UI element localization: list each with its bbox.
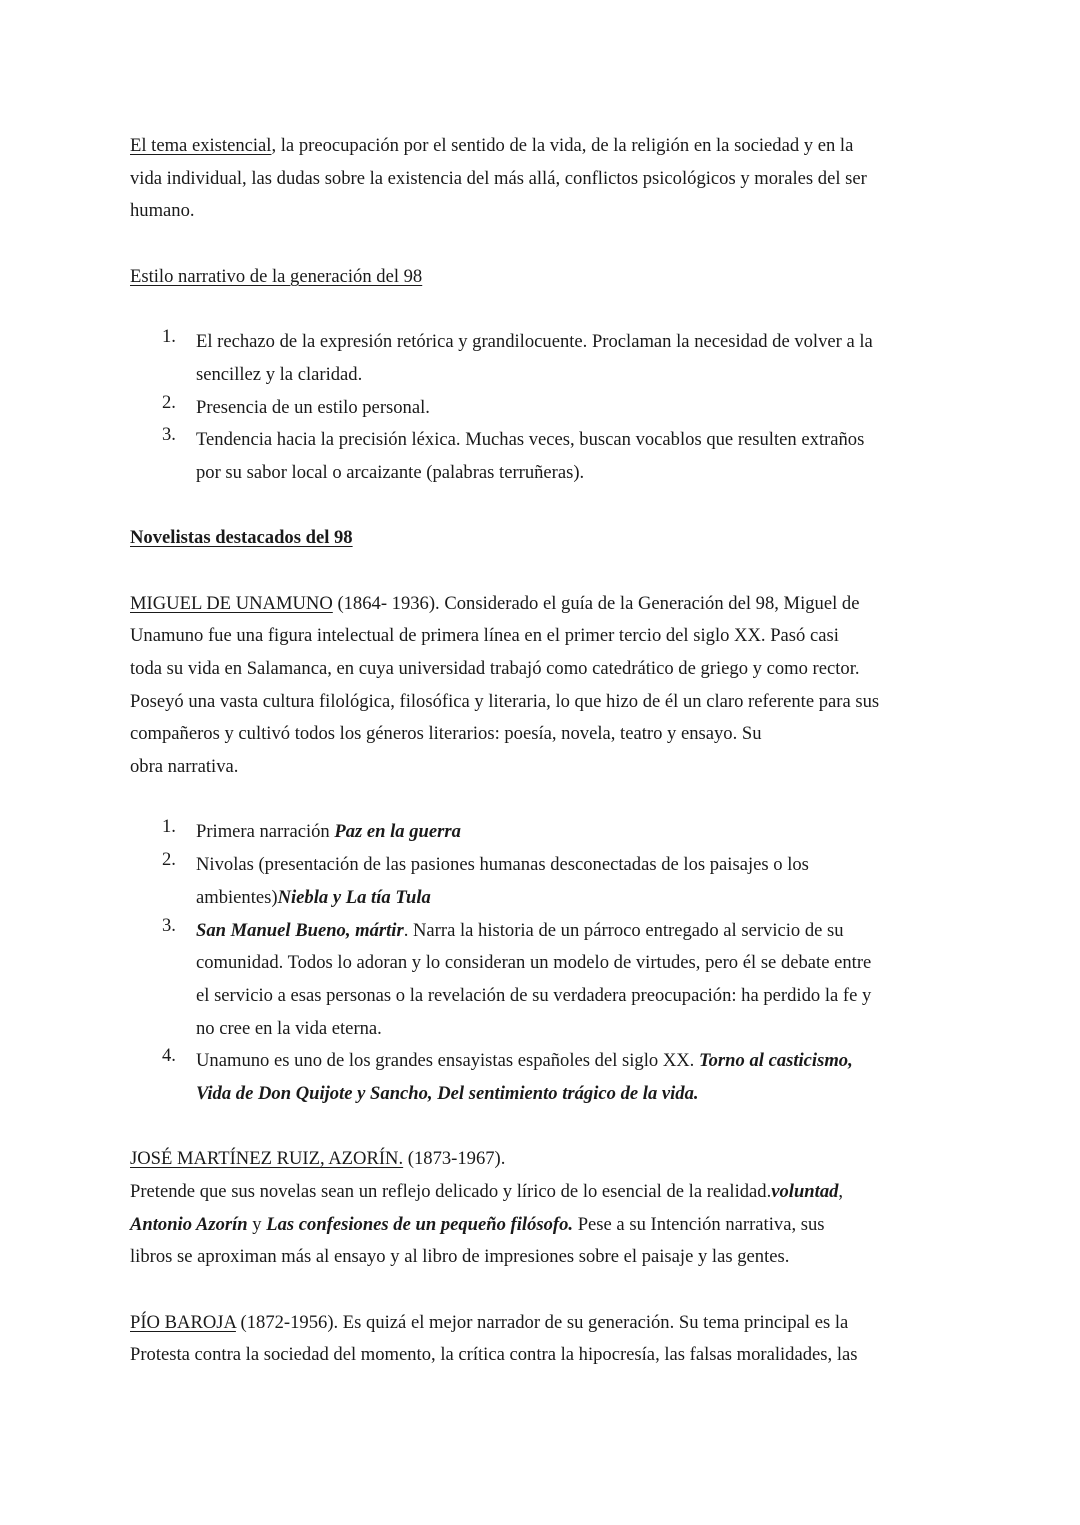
- text-line: [130, 522, 970, 555]
- text-line: [196, 392, 970, 425]
- text-segment: ambientes): [196, 886, 278, 908]
- blank-line: [130, 293, 970, 326]
- text-segment: por su sabor local o arcaizante (palabras terruñeras).: [196, 461, 585, 483]
- text-line: [196, 457, 970, 490]
- list-number: 3.: [162, 424, 176, 446]
- underlined-heading: Novelistas destacados del 98: [130, 527, 353, 549]
- text-segment: . Narra la historia de un párroco entregado al servicio de su: [403, 919, 844, 941]
- book-title: Torno al casticismo,: [698, 1050, 853, 1072]
- list-item: [130, 1045, 970, 1110]
- list-number: 2.: [162, 849, 176, 871]
- book-title: Antonio Azorín: [130, 1213, 248, 1235]
- unamuno-paragraph: [130, 588, 970, 784]
- text-segment: sencillez y la claridad.: [196, 363, 363, 385]
- blank-line: [130, 490, 970, 523]
- book-title: Paz en la guerra: [334, 821, 461, 843]
- text-line: [196, 882, 970, 915]
- list-number: 1.: [162, 816, 176, 838]
- list-number: 2.: [162, 391, 176, 413]
- text-line: [130, 1143, 970, 1176]
- text-segment: no cree en la vida eterna.: [196, 1017, 382, 1039]
- baroja-paragraph: [130, 1307, 970, 1372]
- text-line: [196, 1013, 970, 1046]
- list-item: [130, 816, 970, 849]
- underlined-heading: Estilo narrativo de la generación del 98: [130, 265, 423, 287]
- text-line: [196, 424, 970, 457]
- text-segment: comunidad. Todos lo adoran y lo consideran un modelo de virtudes, pero él se debate entre: [196, 952, 872, 974]
- text-line: [130, 588, 970, 621]
- unamuno-list: [130, 816, 970, 1110]
- list-item: [130, 392, 970, 425]
- book-title: Vida de Don Quijote y Sancho, Del sentimiento trágico de la vida.: [196, 1082, 699, 1104]
- text-segment: libros se aproximan más al ensayo y al libro de impresiones sobre el paisaje y las gentes.: [130, 1246, 790, 1268]
- estilo-narrativo-heading: [130, 261, 970, 294]
- text-line: [130, 653, 970, 686]
- book-title: Niebla y La tía Tula: [277, 886, 431, 908]
- text-line: [130, 751, 970, 784]
- text-segment: el servicio a esas personas o la revelación de su verdadera preocupación: ha perdido la fe y: [196, 984, 872, 1006]
- book-title: San Manuel Bueno, mártir: [196, 919, 404, 941]
- text-segment: (1873-1967).: [403, 1148, 506, 1170]
- azorin-paragraph: [130, 1143, 970, 1274]
- underlined-heading: JOSÉ MARTÍNEZ RUIZ, AZORÍN.: [130, 1148, 404, 1170]
- text-line: [130, 718, 970, 751]
- text-line: [130, 261, 970, 294]
- text-line: [130, 1307, 970, 1340]
- text-segment: ,: [838, 1181, 844, 1202]
- text-line: [130, 1176, 970, 1209]
- text-segment: Nivolas (presentación de las pasiones humanas desconectadas de los paisajes o los: [196, 854, 809, 876]
- underlined-heading: MIGUEL DE UNAMUNO: [130, 592, 333, 614]
- text-segment: Poseyó una vasta cultura filológica, filosófica y literaria, lo que hizo de él un claro referente para sus: [130, 690, 880, 712]
- list-number: 3.: [162, 914, 176, 936]
- text-segment: El rechazo de la expresión retórica y grandilocuente. Proclaman la necesidad de volver a la: [196, 331, 873, 353]
- text-line: [130, 686, 970, 719]
- text-segment: Primera narración: [196, 821, 335, 843]
- text-line: [130, 620, 970, 653]
- text-line: [130, 1339, 970, 1372]
- text-line: [196, 359, 970, 392]
- list-item: [130, 915, 970, 1046]
- text-segment: (1872-1956). Es quizá el mejor narrador de su generación. Su tema principal es la: [235, 1311, 849, 1333]
- text-segment: Tendencia hacia la precisión léxica. Muchas veces, buscan vocablos que resulten extraños: [196, 429, 865, 451]
- text-segment: (1864- 1936). Considerado el guía de la Generación del 98, Miguel de: [332, 592, 860, 614]
- underlined-heading: El tema existencial: [130, 135, 272, 156]
- novelistas-heading: [130, 522, 970, 555]
- text-line: [196, 816, 970, 849]
- text-line: [196, 980, 970, 1013]
- estilo-list: [130, 326, 970, 489]
- text-line: [196, 326, 970, 359]
- list-item: [130, 424, 970, 489]
- book-title: voluntad: [771, 1181, 839, 1202]
- text-segment: compañeros y cultivó todos los géneros literarios: poesía, novela, teatro y ensayo. Su: [130, 723, 762, 745]
- text-segment: obra narrativa.: [130, 756, 239, 778]
- text-line: [196, 915, 970, 948]
- list-item: [130, 849, 970, 914]
- text-segment: Unamuno fue una figura intelectual de primera línea en el primer tercio del siglo XX. Pasó casi: [130, 625, 839, 647]
- text-segment: y: [247, 1213, 267, 1235]
- text-segment: toda su vida en Salamanca, en cuya universidad trabajó como catedrático de griego y como rector.: [130, 658, 860, 679]
- tema-existencial-paragraph: [130, 130, 970, 228]
- text-segment: vida individual, las dudas sobre la existencia del más allá, conflictos psicológicos y morales del ser: [130, 167, 867, 189]
- text-line: [130, 1209, 970, 1242]
- text-line: [196, 1045, 970, 1078]
- text-segment: Unamuno es uno de los grandes ensayistas españoles del siglo XX.: [196, 1050, 699, 1072]
- list-number: 4.: [162, 1045, 176, 1067]
- underlined-heading: PÍO BAROJA: [130, 1311, 236, 1333]
- list-item: [130, 326, 970, 391]
- blank-line: [130, 1111, 970, 1144]
- text-line: [130, 1241, 970, 1274]
- text-segment: Pese a su Intención narrativa, sus: [573, 1213, 825, 1235]
- text-line: [196, 849, 970, 882]
- document-body: [130, 130, 970, 1372]
- book-title: Las confesiones de un pequeño filósofo.: [266, 1213, 574, 1235]
- text-segment: , la preocupación por el sentido de la vida, de la religión en la sociedad y en la: [271, 135, 854, 156]
- blank-line: [130, 555, 970, 588]
- blank-line: [130, 228, 970, 261]
- text-line: [130, 163, 970, 196]
- text-line: [196, 1078, 970, 1111]
- blank-line: [130, 1274, 970, 1307]
- text-line: [196, 947, 970, 980]
- list-number: 1.: [162, 326, 176, 348]
- text-segment: Presencia de un estilo personal.: [196, 396, 430, 418]
- text-line: [130, 130, 970, 163]
- text-line: [130, 195, 970, 228]
- blank-line: [130, 784, 970, 817]
- text-segment: Protesta contra la sociedad del momento, la crítica contra la hipocresía, las falsas moralidades, las: [130, 1344, 858, 1366]
- text-segment: humano.: [130, 200, 195, 222]
- text-segment: Pretende que sus novelas sean un reflejo delicado y lírico de lo esencial de la realidad.: [130, 1181, 772, 1202]
